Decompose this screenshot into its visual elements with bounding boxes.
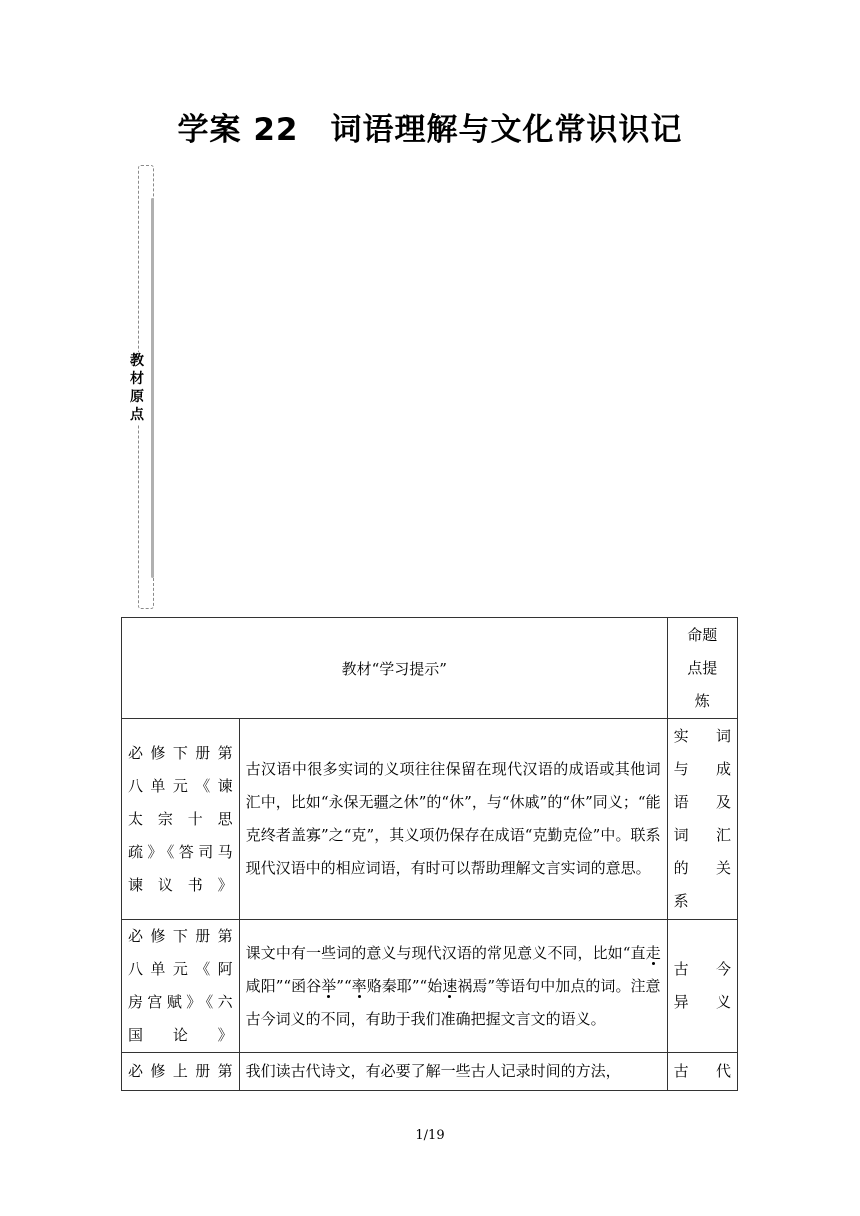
page-title: 学案 22 词语理解与文化常识识记 bbox=[177, 112, 683, 148]
section-label-char: 材 bbox=[130, 371, 144, 387]
emphasis-dot-char: 举 bbox=[321, 976, 337, 995]
section-label-char: 原 bbox=[130, 389, 144, 405]
section-label-char: 点 bbox=[130, 407, 144, 423]
table-row bbox=[122, 1053, 738, 1091]
table-row bbox=[122, 920, 738, 1053]
source-cell: 必修上册第 bbox=[122, 1053, 240, 1091]
section-label-char: 教 bbox=[130, 353, 144, 369]
learning-tips-table bbox=[121, 617, 738, 1091]
topic-cell: 古 代 bbox=[667, 1053, 737, 1091]
page-number: 1/19 bbox=[415, 1128, 445, 1143]
emphasis-dot-char: 走 bbox=[645, 943, 661, 962]
description-cell: 课文中有一些词的意义与现代汉语的常见意义不同，比如“直走咸阳”“函谷举”“率赂秦耶”“始速祸焉”等语句中加点的词。注意古今词义的不同，有助于我们准确把握文言文的语义。 bbox=[239, 920, 667, 1053]
header-learning-tips: 教材“学习提示” bbox=[122, 618, 668, 719]
description-cell: 我们读古代诗文，有必要了解一些古人记录时间的方法， bbox=[239, 1053, 667, 1091]
description-cell: 古汉语中很多实词的义项往往保留在现代汉语的成语或其他词汇中，比如“永保无疆之休”的“休”，与“休戚”的“休”同义；“能克终者盖寡”之“克”，其义项仍保存在成语“克勤克俭”中。联系现代汉语中的相应词语，有时可以帮助理解文言实词的意思。 bbox=[239, 719, 667, 920]
header-topic-summary: 命题 点提 炼 bbox=[667, 618, 737, 719]
source-cell: 必修下册第 八单元《阿 房宫赋》《六 国论》 bbox=[122, 920, 240, 1053]
table-header-row bbox=[122, 618, 738, 719]
table-row bbox=[122, 719, 738, 920]
section-marker-rail bbox=[151, 198, 154, 578]
emphasis-dot-char: 速 bbox=[442, 976, 458, 995]
section-label bbox=[125, 352, 149, 424]
emphasis-dot-char: 率 bbox=[351, 976, 367, 995]
source-cell: 必修下册第 八单元《谏 太 宗 十 思 疏》《答司马 谏议书》 bbox=[122, 719, 240, 920]
topic-cell: 实 词 与 成 语 及 词 汇 的 关 系 bbox=[667, 719, 737, 920]
topic-cell: 古 今 异义 bbox=[667, 920, 737, 1053]
